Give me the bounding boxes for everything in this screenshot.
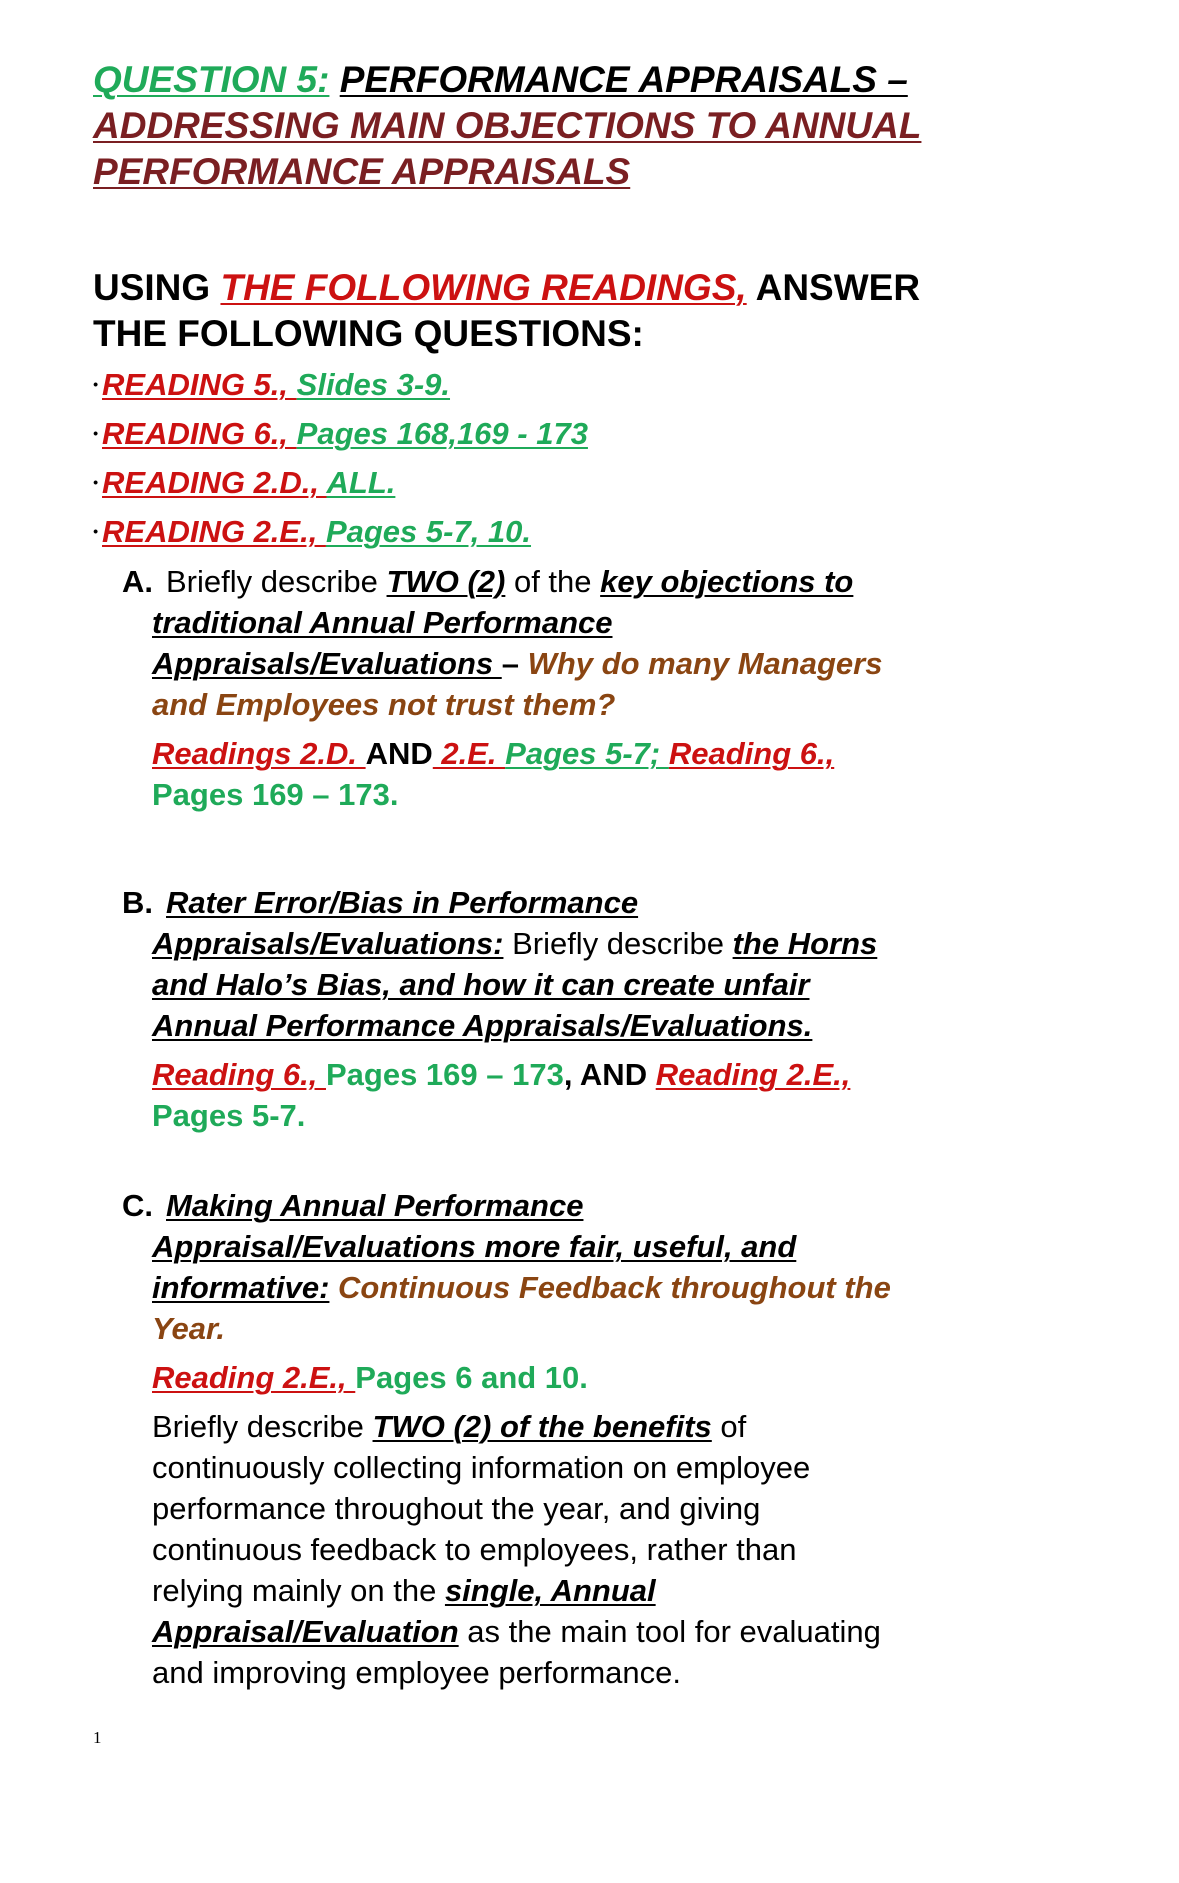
page-number: 1 <box>93 1728 102 1747</box>
emphasis-text: Annual Performance Appraisals/Evaluations. <box>152 1008 813 1043</box>
emphasis-text: TWO (2) <box>386 564 506 599</box>
reading-reference <box>122 1054 1122 1136</box>
reading-pages: Pages 5-7; <box>505 736 669 771</box>
reading-list <box>93 364 1113 560</box>
question-letter: B. <box>122 885 153 920</box>
reading-ref: Reading 2.E., <box>655 1057 851 1092</box>
reading-pages: ALL. <box>326 465 396 500</box>
list-item <box>93 413 1113 462</box>
question-letter: C. <box>122 1188 153 1223</box>
reading-ref: READING 6., <box>102 416 297 451</box>
using-word: USING <box>93 267 211 308</box>
reading-pages: Slides 3-9. <box>296 367 451 402</box>
list-item <box>93 462 1113 511</box>
instructions-heading <box>93 265 1113 357</box>
question-text: continuously collecting information on employee <box>152 1450 811 1485</box>
bullet-dot: • <box>93 523 98 539</box>
emphasis-text: traditional Annual Performance <box>152 605 613 640</box>
dash-text: – <box>501 646 528 681</box>
answer-word: ANSWER <box>755 267 921 308</box>
question-title <box>93 57 1113 195</box>
reading-pages: Pages 5-7, 10. <box>325 514 532 549</box>
readings-phrase: THE FOLLOWING READINGS, <box>220 267 747 308</box>
reading-pages: Pages 168,169 - 173 <box>296 416 588 451</box>
question-b <box>122 882 1122 1136</box>
question-paragraph <box>122 1406 1122 1693</box>
reading-pages: Pages 169 – 173. <box>152 777 399 812</box>
and-text: , AND <box>563 1057 656 1092</box>
list-item <box>93 511 1113 560</box>
reading-ref: READING 2.E., <box>102 514 326 549</box>
bullet-dot: • <box>93 425 98 441</box>
emphasis-text: Appraisals/Evaluations: <box>152 926 504 961</box>
reading-pages: Pages 169 – 173 <box>325 1057 564 1092</box>
reading-ref: Reading 6., <box>668 736 835 771</box>
title-line-3: PERFORMANCE APPRAISALS <box>93 151 631 192</box>
question-a <box>122 561 1122 815</box>
emphasis-text: Appraisal/Evaluation <box>152 1614 459 1649</box>
reading-reference <box>122 733 1122 815</box>
emphasis-text: the Horns <box>732 926 878 961</box>
question-text: as the main tool for evaluating <box>458 1614 881 1649</box>
question-text: Briefly describe <box>503 926 733 961</box>
emphasis-text: Rater Error/Bias in Performance <box>166 885 639 920</box>
emphasis-text: TWO (2) of the benefits <box>372 1409 712 1444</box>
reading-ref: READING 5., <box>102 367 297 402</box>
emphasis-text: key objections to <box>600 564 854 599</box>
emphasis-text: single, Annual <box>444 1573 656 1608</box>
title-line-2: ADDRESSING MAIN OBJECTIONS TO ANNUAL <box>93 105 922 146</box>
question-text: Briefly describe <box>152 1409 373 1444</box>
bullet-dot: • <box>93 376 98 392</box>
reading-ref: Reading 6., <box>152 1057 326 1092</box>
title-line-1: PERFORMANCE APPRAISALS – <box>339 59 908 100</box>
question-text: of the <box>505 564 601 599</box>
reading-ref: 2.E. <box>432 736 506 771</box>
emphasis-text: Making Annual Performance <box>166 1188 584 1223</box>
emphasis-text: Appraisal/Evaluations more fair, useful, and <box>152 1229 797 1264</box>
bullet-dot: • <box>93 474 98 490</box>
reading-ref: Reading 2.E., <box>152 1360 356 1395</box>
instructions-line-2: THE FOLLOWING QUESTIONS: <box>93 313 644 354</box>
emphasis-text: Appraisals/Evaluations <box>152 646 502 681</box>
question-c <box>122 1185 1122 1693</box>
reading-reference <box>122 1357 1122 1398</box>
sub-question: Continuous Feedback throughout the <box>329 1270 891 1305</box>
list-item <box>93 364 1113 413</box>
and-text: AND <box>365 736 433 771</box>
emphasis-text: informative: <box>152 1270 330 1305</box>
reading-ref: Readings 2.D. <box>152 736 366 771</box>
question-text: relying mainly on the <box>152 1573 445 1608</box>
reading-pages: Pages 6 and 10. <box>355 1360 588 1395</box>
reading-ref: READING 2.D., <box>102 465 327 500</box>
sub-question: Why do many Managers <box>527 646 883 681</box>
reading-pages: Pages 5-7. <box>152 1098 306 1133</box>
question-text: of <box>711 1409 747 1444</box>
sub-question: and Employees not trust them? <box>152 687 616 722</box>
question-label: QUESTION 5: <box>93 59 330 100</box>
sub-question: Year. <box>152 1311 225 1346</box>
question-text: continuous feedback to employees, rather than <box>152 1532 797 1567</box>
question-text: Briefly describe <box>166 564 387 599</box>
emphasis-text: and Halo’s Bias, and how it can create unfair <box>152 967 810 1002</box>
question-text: and improving employee performance. <box>152 1655 681 1690</box>
question-letter: A. <box>122 564 153 599</box>
question-text: performance throughout the year, and giving <box>152 1491 761 1526</box>
